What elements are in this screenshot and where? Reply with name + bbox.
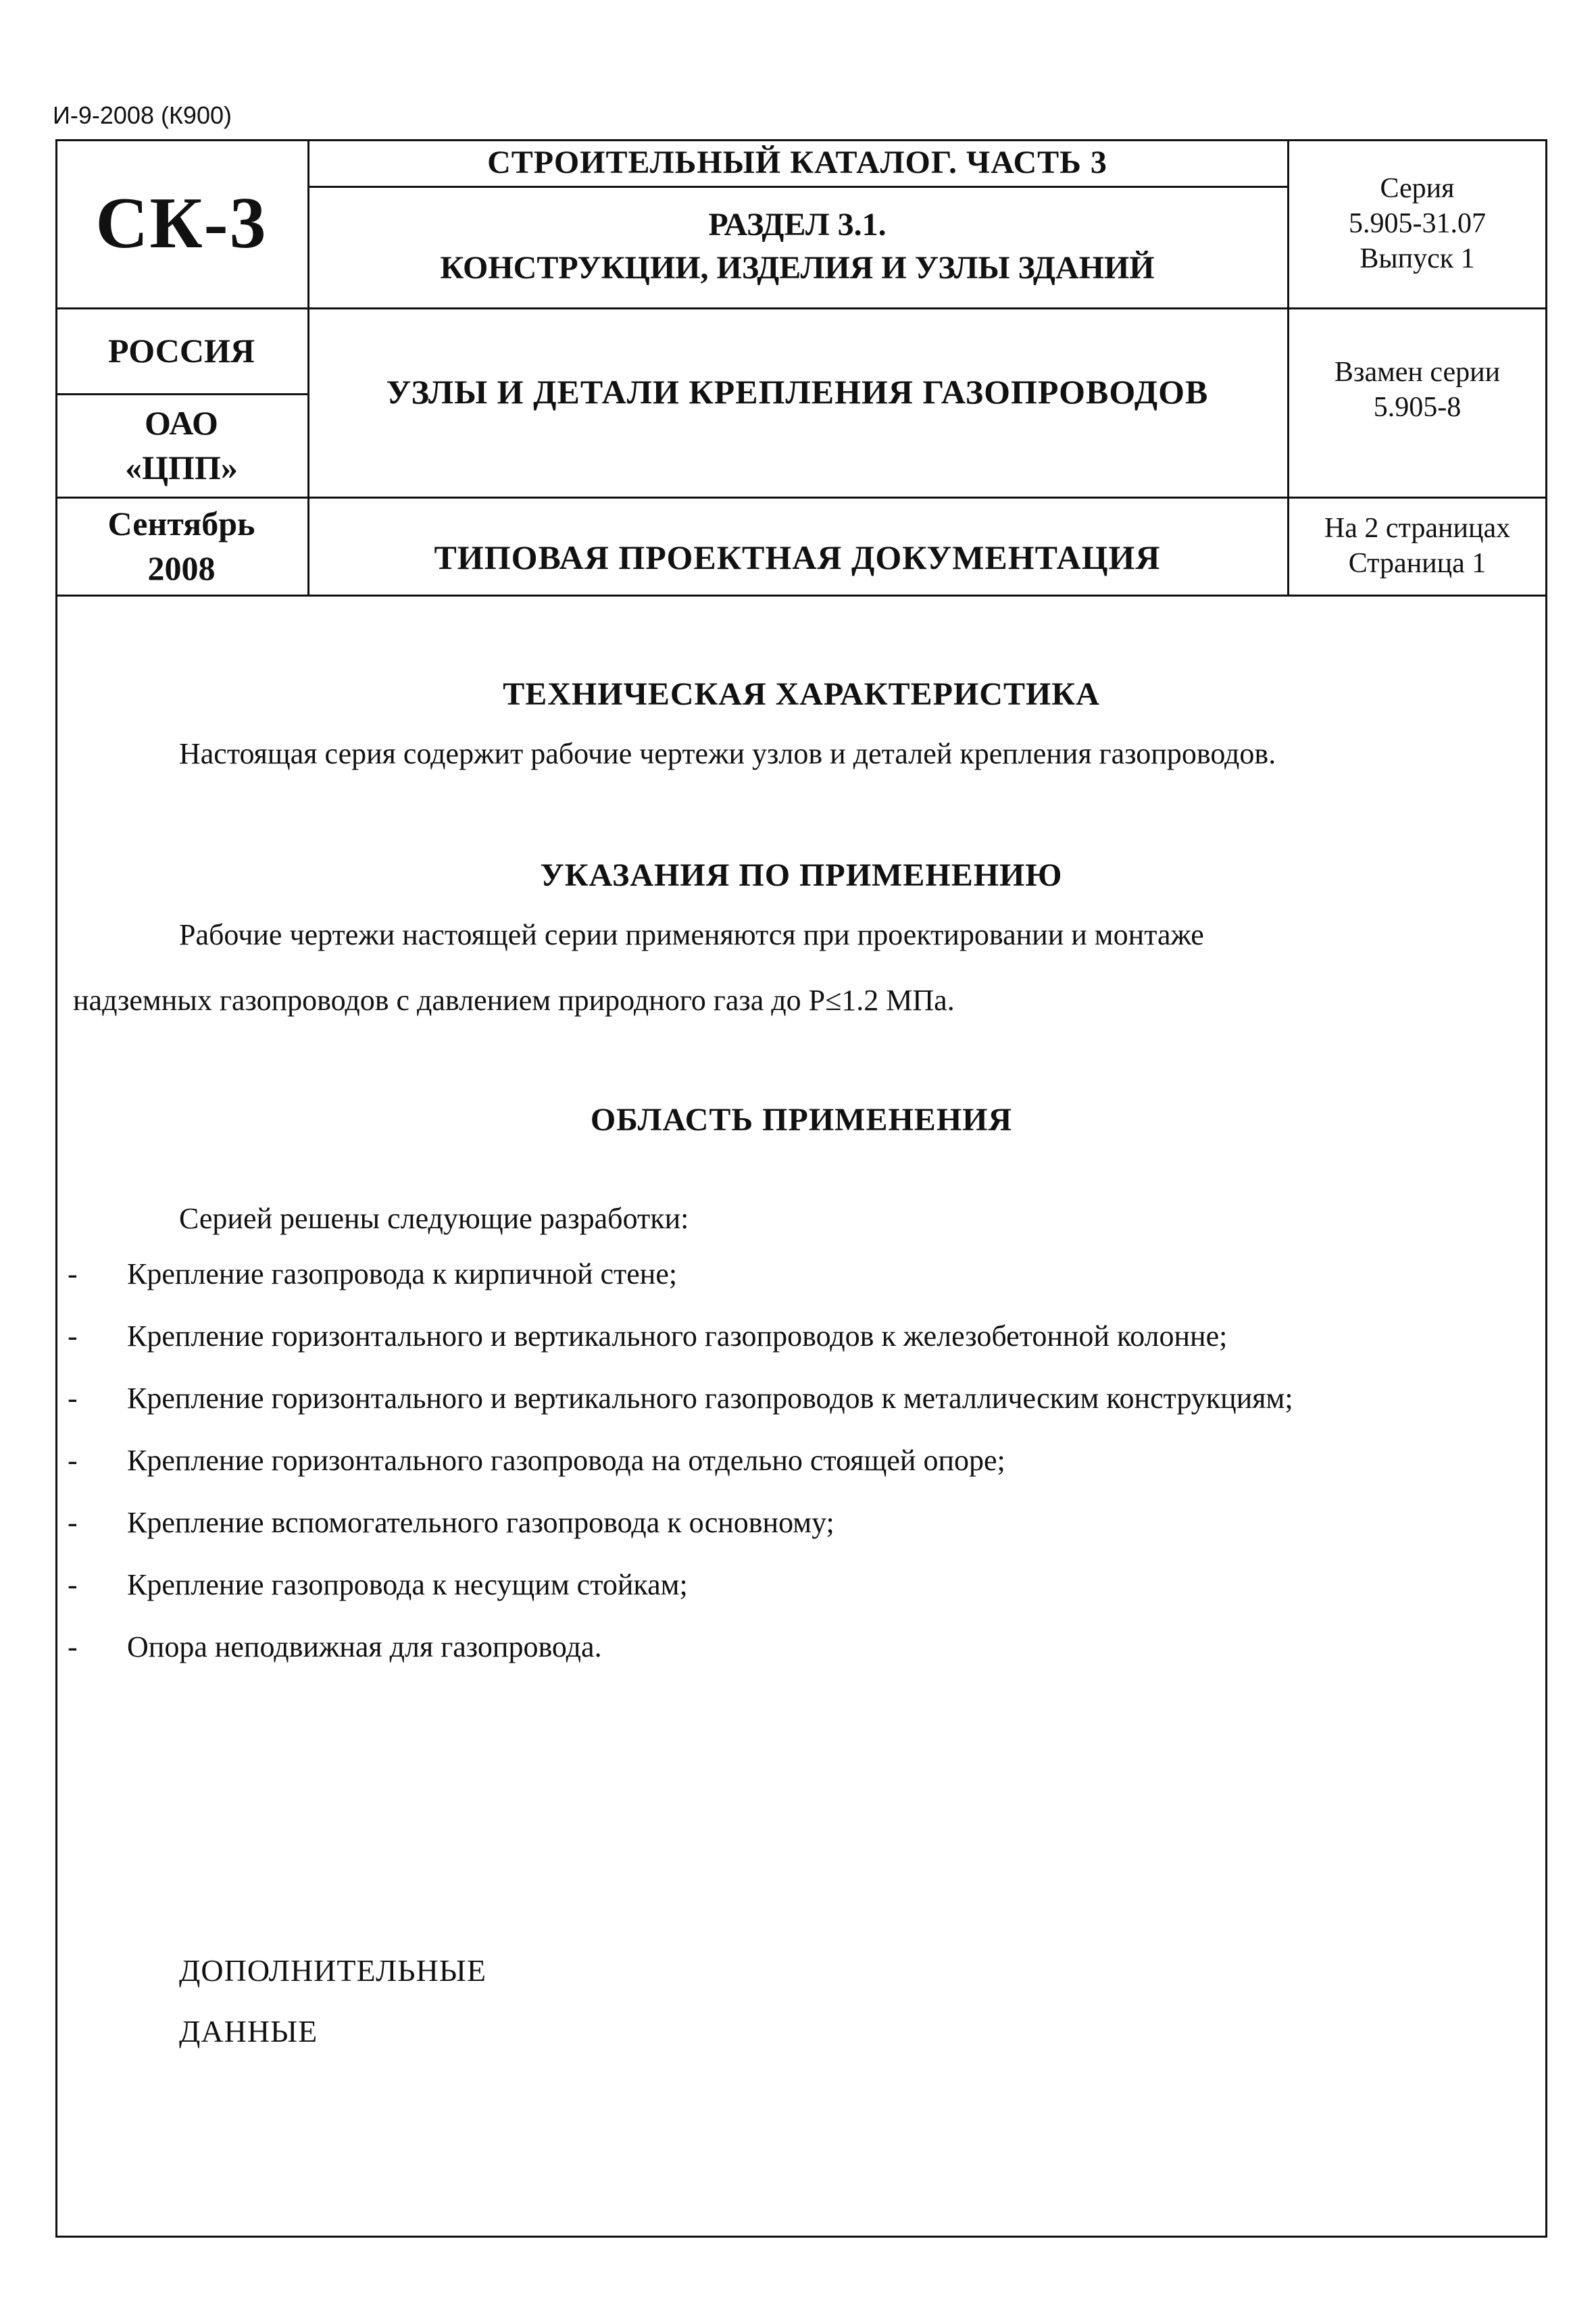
country-cell [55,307,307,393]
extra-data-line1: ДОПОЛНИТЕЛЬНЫЕ [179,1953,487,1988]
section-number: РАЗДЕЛ 3.1. [708,207,887,243]
list-item-text: Крепление горизонтального и вертикального газопроводов к железобетонной колонне; [127,1319,1228,1353]
list-item-text: Опора неподвижная для газопровода. [127,1630,602,1663]
series-label: Серия [1380,172,1455,204]
document-type: ТИПОВАЯ ПРОЕКТНАЯ ДОКУМЕНТАЦИЯ [434,538,1161,576]
usage-heading: УКАЗАНИЯ ПО ПРИМЕНЕНИЮ [540,857,1063,893]
document-title: УЗЛЫ И ДЕТАЛИ КРЕПЛЕНИЯ ГАЗОПРОВОДОВ [386,373,1209,411]
list-item-text: Крепление вспомогательного газопровода к основному; [127,1506,834,1539]
series-number: 5.905-31.07 [1349,207,1486,239]
header-line-3 [55,595,1547,597]
list-dash: - [68,1630,78,1663]
usage-text-line1: Рабочие чертежи настоящей серии применяются при проектировании и монтаже [179,918,1204,951]
scope-heading: ОБЛАСТЬ ПРИМЕНЕНИЯ [590,1102,1013,1138]
list-item-text: Крепление горизонтального газопровода на отдельно стоящей опоре; [127,1444,1005,1477]
list-item-text: Крепление горизонтального и вертикального газопроводов к металлическим конструкциям; [127,1382,1293,1415]
document-code: И-9-2008 (К900) [53,101,232,129]
organization-line1: ОАО [145,403,218,442]
list-item-text: Крепление газопровода к кирпичной стене; [127,1257,678,1290]
tech-text: Настоящая серия содержит рабочие чертежи узлов и деталей крепления газопроводов. [179,737,1276,770]
pages-cell [1287,497,1547,595]
country: РОССИЯ [108,331,255,370]
section-cell [307,186,1287,307]
pages-total: На 2 страницах [1324,512,1511,544]
catalog-logo: СК-3 [95,182,268,263]
section-name: КОНСТРУКЦИИ, ИЗДЕЛИЯ И УЗЛЫ ЗДАНИЙ [440,250,1155,286]
tech-heading: ТЕХНИЧЕСКАЯ ХАРАКТЕРИСТИКА [503,676,1100,712]
replaces-cell [1287,307,1547,476]
list-dash: - [68,1382,78,1415]
list-item-text: Крепление газопровода к несущим стойкам; [127,1568,688,1601]
replaces-number: 5.905-8 [1373,392,1462,423]
list-dash: - [68,1319,78,1353]
page-current: Страница 1 [1348,547,1487,579]
list-dash: - [68,1257,78,1290]
organization-line2: «ЦПП» [125,448,238,486]
series-cell [1287,139,1547,307]
date-cell [55,497,307,595]
date-month: Сентябрь [107,504,255,543]
usage-text-line2: надземных газопроводов с давлением природного газа до Р≤1.2 МПа. [73,984,955,1017]
catalog-title: СТРОИТЕЛЬНЫЙ КАТАЛОГ. ЧАСТЬ 3 [487,145,1107,180]
scope-intro: Серией решены следующие разработки: [179,1202,689,1235]
replaces-label: Взамен серии [1334,357,1501,388]
list-dash: - [68,1568,78,1601]
list-dash: - [68,1444,78,1477]
extra-data-line2: ДАННЫЕ [179,2014,318,2048]
organization-cell [55,393,307,497]
date-year: 2008 [147,549,216,587]
list-dash: - [68,1506,78,1539]
issue-number: Выпуск 1 [1360,243,1475,274]
